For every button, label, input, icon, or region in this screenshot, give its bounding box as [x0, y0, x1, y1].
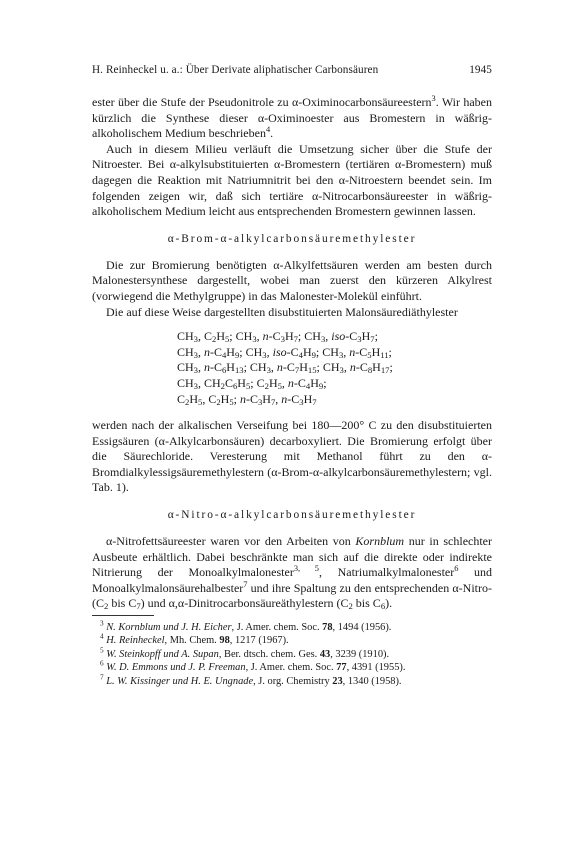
running-header: [92, 64, 492, 76]
formula-list: [177, 329, 492, 407]
formula-line-2: $CH_3$, $n-C_4H_9$; $CH_3$, iso-$C_4H_9$; $CH_3$, $n-C_5H_{11}$;: [177, 344, 392, 360]
formula-line-4: $CH_3$, $CH_2C_6H_5$; $C_2H_5$, $n-C_4H_9$;: [177, 375, 327, 391]
formula-line-1: $CH_3$, $C_2H_5$; $CH_3$, $n-C_3H_7$; $CH_3$, iso-$C_3H_7$;: [177, 329, 378, 345]
citation-ref: 6: [454, 564, 459, 574]
citation-ref: 4: [265, 125, 271, 135]
paragraph-1: [92, 95, 492, 142]
section-heading-nitro: α-Nitro-α-alkylcarbonsäuremethylester: [167, 509, 417, 522]
footnote: $^6$ W. D. Emmons und J. P. Freeman, J. Amer. chem. Soc. 77, 4391 (1955).: [100, 659, 406, 674]
citation-ref: 3, 5: [293, 564, 319, 574]
page-content: [92, 64, 492, 688]
page-number: 1945: [469, 64, 492, 76]
paragraph-6: α-Nitrofettsäureester waren vor den Arbeiten von Kornblum nur in schlechter Ausbeute erhältlich. Dabei beschränkte man sich auf die direkte oder indirekte Nitrierung der Monoalkylmalonester$^{3, 5}$, Natriumalkylmalonester$^6$ und Monoalkylmalonsäurehalbester$^7$ und ihre Spaltung zu den entsprechenden α-Nitro- ($C_2$ bis $C_7$) und α,α-Dinitrocarbonsäureäthylestern ($C_2$ bis $C_6$).: [92, 534, 493, 612]
footnote-divider: [92, 615, 154, 616]
paragraph-1-text-2: . Wir haben kürzlich die Synthese dieser α-Oximinoester aus Bromestern in wäßrig-alkoholischem Medium beschrieben: [92, 95, 492, 141]
paragraph-1-end: .: [270, 126, 274, 141]
footnote: $^3$ N. Kornblum und J. H. Eicher, J. Amer. chem. Soc. 78, 1494 (1956).: [100, 619, 392, 634]
formula-line-5: $C_2H_5$, $C_2H_5$; $n-C_3H_7$, $n-C_3H_7$: [177, 391, 317, 407]
paragraph-4: Die auf diese Weise dargestellten disubstituierten Malonsäurediäthylester: [106, 304, 458, 319]
footnote: $^5$ W. Steinkopff und A. Supan, Ber. dtsch. chem. Ges. 43, 3239 (1910).: [100, 646, 390, 660]
paragraph-5: werden nach der alkalischen Verseifung bei 180—200° C zu den disubstituierten Essigsäuren (α-Alkylcarbonsäuren) decarboxyliert. Die Bromierung erfolgt über die Säurechloride. Veresterung mit Methanol führt zu den α-Bromdialkylessigsäuremethylestern (α-Brom-α-alkylcarbonsäuremethylestern; vgl. Tab. 1).: [92, 418, 492, 495]
formula-line-3: $CH_3$, $n-C_6H_{13}$; $CH_3$, $n-C_7H_{15}$; $CH_3$, $n-C_8H_{17}$;: [177, 360, 393, 376]
paragraph-2: Auch in diesem Milieu verläuft die Umsetzung sicher über die Stufe der Nitroester. Bei α-alkylsubstituierten α-Bromestern (tertiären α-Bromestern) muß dagegen die Reaktion mit Natriumnitrit bei den α-Nitroestern beendet sein. Im folgenden zeigen wir, daß sich tertiäre α-Nitrocarbonsäureester in wäßrig-alkoholischem Medium leicht aus entsprechenden Bromestern gewinnen lassen.: [92, 141, 492, 219]
citation-ref: 3: [431, 94, 436, 103]
author-name: Kornblum: [355, 534, 405, 549]
citation-ref: 7: [243, 579, 248, 589]
footnote: $^7$ L. W. Kissinger und H. E. Ungnade, J. org. Chemistry 23, 1340 (1958).: [100, 673, 402, 687]
paragraph-3: Die zur Bromierung benötigten α-Alkylfettsäuren werden am besten durch Malonestersynthese dargestellt, wobei man zuerst den kürzeren Alkylrest (vorwiegend die Methylgruppe) in das Malonester-Molekül einführt.: [92, 257, 492, 303]
running-title: H. Reinheckel u. a.: Über Derivate aliphatischer Carbonsäuren: [92, 64, 379, 76]
paragraph-1-text: ester über die Stufe der Pseudonitrole zu α-Oximinocarbonsäureestern: [92, 95, 432, 109]
footnote: $^4$ H. Reinheckel, Mh. Chem. 98, 1217 (1967).: [100, 632, 289, 647]
section-heading-brom: α-Brom-α-alkylcarbonsäuremethylester: [167, 232, 417, 245]
footnotes: [92, 621, 492, 688]
